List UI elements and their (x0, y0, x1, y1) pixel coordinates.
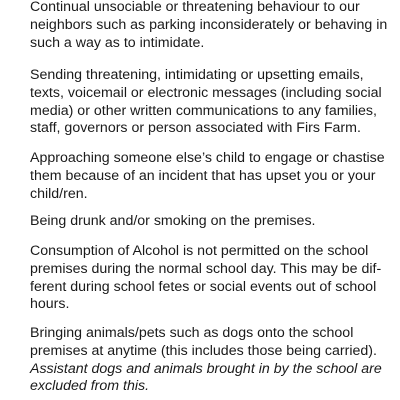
text-line: such a way as to intimidate. (30, 34, 205, 51)
text-line: child/ren. (30, 185, 88, 202)
text-line: premises at anytime (this includes those being carried). (30, 342, 377, 359)
italic-note-line: excluded from this. (30, 378, 150, 395)
paragraph-threatening-messages (30, 67, 400, 138)
text-line: Approaching someone else’s child to engage or chastise (30, 150, 385, 166)
text-line: texts, voicemail or electronic messages (including social (30, 84, 382, 101)
text-line: Bringing animals/pets such as dogs onto the school (30, 325, 354, 341)
text-line: them because of an incident that has upset you or your (30, 167, 376, 184)
text-line: Being drunk and/or smoking on the premises. (30, 213, 316, 229)
paragraph-neighbour-behaviour (30, 0, 400, 52)
paragraph-alcohol (30, 243, 400, 314)
text-line: Sending threatening, intimidating or upsetting emails, (30, 67, 364, 83)
text-line: premises during the normal school day. This may be dif- (30, 260, 382, 277)
text-line: ferent during school fetes or social events out of school (30, 278, 377, 295)
text-line: Consumption of Alcohol is not permitted on the school (30, 243, 369, 259)
paragraph-animals-pets (30, 325, 400, 396)
text-line: staff, governors or person associated with Firs Farm. (30, 120, 361, 137)
paragraph-approaching-child (30, 150, 400, 203)
text-line: Continual unsociable or threatening behaviour to our (30, 0, 360, 15)
text-line: neighbors such as parking inconsiderately or behaving in (30, 16, 388, 33)
paragraph-drunk-smoking (30, 213, 400, 231)
italic-note-line: Assistant dogs and animals brought in by the school are (30, 360, 382, 377)
text-line: media) or other written communications to any families, (30, 102, 377, 119)
text-line: hours. (30, 296, 70, 313)
